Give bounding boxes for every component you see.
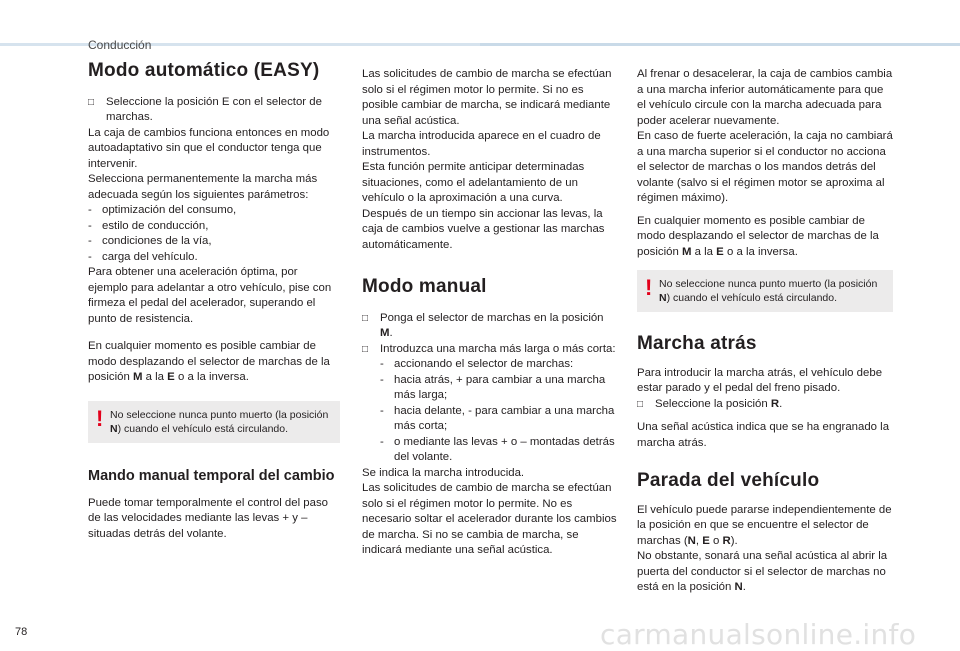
warning-icon: ! bbox=[645, 275, 653, 300]
list-item: - optimización del consumo, bbox=[88, 204, 237, 216]
bullet-shift-gear: □ Introduzca una marcha más larga o más corta: bbox=[362, 342, 618, 358]
warning-box: ! No seleccione nunca punto muerto (la posición N) cuando el vehículo está circulando. bbox=[88, 401, 340, 443]
subtitle-manual-override: Mando manual temporal del cambio bbox=[88, 467, 335, 484]
square-bullet-icon: □ bbox=[362, 312, 369, 324]
header-bar-accent bbox=[480, 43, 960, 46]
paragraph: Esta función permite anticipar determinadas situaciones, como el adelantamiento de un vehículo o la aproximación a una curva. bbox=[362, 161, 585, 204]
list-item: - accionando el selector de marchas: bbox=[380, 358, 574, 370]
title-reverse: Marcha atrás bbox=[637, 333, 757, 354]
paragraph: Para obtener una aceleración óptima, por ejemplo para adelantar a otro vehículo, pise con firmeza el pedal del acelerador, superando el punto de resistencia. bbox=[88, 266, 332, 325]
page-number: 78 bbox=[15, 626, 28, 638]
title-vehicle-stop: Parada del vehículo bbox=[637, 470, 820, 491]
bullet-select-r: □ Seleccione la posición R. bbox=[637, 397, 893, 413]
watermark: carmanualsonline.info bbox=[600, 618, 917, 651]
paragraph-mode-change: En cualquier momento es posible cambiar de modo desplazando el selector de marchas de la posición M a la E o a la inversa. bbox=[637, 214, 879, 258]
paragraph-mode-change: En cualquier momento es posible cambiar de modo desplazando el selector de marchas de la posición M a la E o a la inversa. bbox=[88, 340, 330, 383]
square-bullet-icon: □ bbox=[637, 398, 644, 410]
paragraph: No obstante, sonará una señal acústica al abrir la puerta del conductor si el selector de marchas no está en la posición N. bbox=[637, 550, 888, 593]
section-label: Conducción bbox=[88, 38, 152, 52]
paragraph: La caja de cambios funciona entonces en modo autoadaptativo sin que el conductor tenga que intervenir. bbox=[88, 126, 330, 170]
column-1 bbox=[88, 60, 340, 542]
paragraph: El vehículo puede pararse independientemente de la posición en que se encuentre el selector de marchas (N, E o R). bbox=[637, 503, 892, 547]
list-item: - condiciones de la vía, bbox=[88, 235, 212, 247]
bullet-select-e: □ Seleccione la posición E con el selector de marchas. bbox=[88, 95, 322, 123]
list-item: - o mediante las levas + o – montadas detrás del volante. bbox=[380, 435, 615, 463]
square-bullet-icon: □ bbox=[362, 343, 369, 355]
paragraph: La marcha introducida aparece en el cuadro de instrumentos. bbox=[362, 130, 601, 158]
paragraph: Al frenar o desacelerar, la caja de cambios cambia a una marcha inferior automáticamente para que el vehículo circule con la marcha adecuada para poder acelerar nuevamente. bbox=[637, 68, 893, 127]
paragraph: Puede tomar temporalmente el control del paso de las velocidades mediante las levas + y – situadas detrás del volante. bbox=[88, 496, 328, 540]
paragraph: Se indica la marcha introducida. bbox=[362, 466, 525, 479]
title-automatic-mode: Modo automático (EASY) bbox=[88, 60, 320, 81]
paragraph: Después de un tiempo sin accionar las levas, la caja de cambios vuelve a gestionar las marchas automáticamente. bbox=[362, 207, 605, 251]
list-item: - carga del vehículo. bbox=[88, 250, 198, 263]
paragraph: Las solicitudes de cambio de marcha se efectúan solo si el régimen motor lo permite. No es necesario soltar el acelerador durante los cambios de marcha. Si no se cambia de marcha, se indicará mediante una señal acústica. bbox=[362, 482, 617, 556]
warning-icon: ! bbox=[96, 405, 104, 431]
paragraph: Una señal acústica indica que se ha engranado la marcha atrás. bbox=[637, 421, 890, 449]
paragraph: Selecciona permanentemente la marcha más adecuada según los siguientes parámetros: bbox=[88, 173, 318, 201]
title-manual-mode: Modo manual bbox=[362, 276, 487, 297]
list-item: - hacia delante, - para cambiar a una marcha más corta; bbox=[380, 404, 615, 432]
list-item: - estilo de conducción, bbox=[88, 219, 209, 232]
paragraph: Para introducir la marcha atrás, el vehículo debe estar parado y el pedal del freno pisado. bbox=[637, 366, 883, 394]
paragraph: Las solicitudes de cambio de marcha se efectúan solo si el régimen motor lo permite. Si no es posible cambiar de marcha, se indicará mediante una señal acústica. bbox=[362, 68, 612, 127]
list-item: - hacia atrás, + para cambiar a una marcha más larga; bbox=[380, 373, 606, 401]
bullet-select-m: □ Ponga el selector de marchas en la posición M. bbox=[362, 311, 604, 339]
column-3 bbox=[637, 67, 893, 596]
square-bullet-icon: □ bbox=[88, 96, 95, 108]
column-2 bbox=[362, 67, 618, 559]
warning-box: ! No seleccione nunca punto muerto (la posición N) cuando el vehículo está circulando. bbox=[637, 270, 893, 312]
paragraph: En caso de fuerte aceleración, la caja no cambiará a una marcha superior si el conductor no acciona el selector de marchas o los mandos detrás del volante (salvo si el régimen motor se aproxima al régimen máximo). bbox=[637, 130, 893, 204]
